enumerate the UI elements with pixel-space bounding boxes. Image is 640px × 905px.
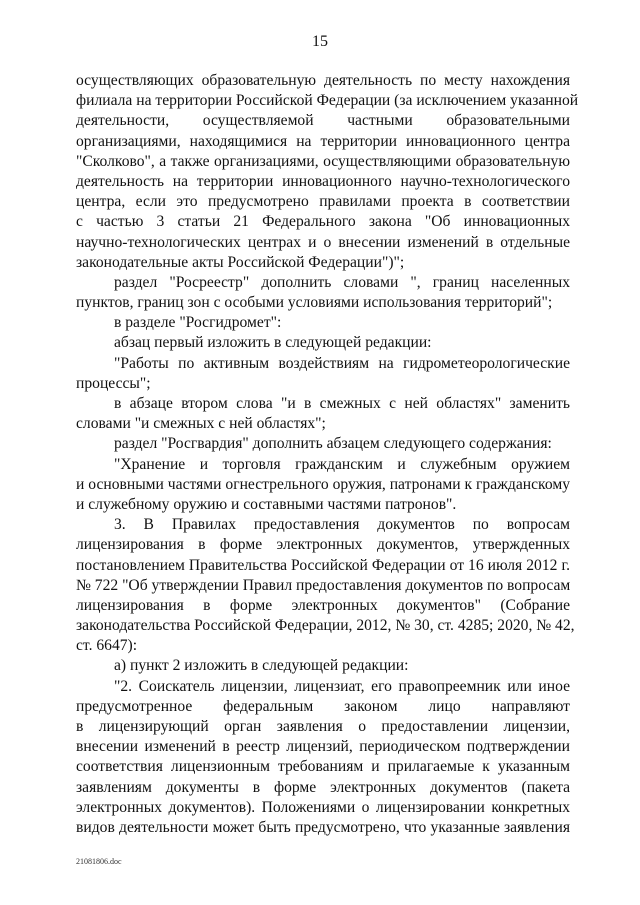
text-line: "Хранение и торговля гражданским и служебным оружием: [114, 455, 570, 473]
text-line: видов деятельности может быть предусмотрено, что указанные заявления: [76, 818, 570, 836]
footer-filename: 21081806.doc: [76, 857, 122, 866]
body-text: [76, 71, 579, 838]
text-line: организациями, находящимися на территории инновационного центра: [76, 132, 570, 150]
text-line: соответствия лицензионным требованиям и прилагаемые к указанным: [76, 758, 570, 776]
page-number: 15: [312, 33, 328, 50]
text-line: внесении изменений в реестр лицензий, периодическом подтверждении: [76, 738, 570, 756]
text-line: законодательства Российской Федерации, 2012, № 30, ст. 4285; 2020, № 42,: [76, 617, 575, 635]
text-line: а) пункт 2 изложить в следующей редакции:: [114, 657, 409, 675]
text-line: центра, если это предусмотрено правилами проекта в соответствии: [76, 193, 570, 211]
text-line: 3. В Правилах предоставления документов по вопросам: [114, 516, 570, 534]
text-line: в разделе "Росгидромет":: [114, 314, 282, 332]
text-line: лицензирования в форме электронных документов, утвержденных: [76, 536, 570, 554]
text-line: "2. Соискатель лицензии, лицензиат, его правопреемник или иное: [114, 677, 570, 695]
text-line: филиала на территории Российской Федерации (за исключением указанной: [76, 92, 579, 110]
text-line: пунктов, границ зон с особыми условиями использования территорий";: [76, 294, 553, 312]
text-line: раздел "Росреестр" дополнить словами ", границ населенных: [114, 273, 570, 291]
text-line: раздел "Росгвардия" дополнить абзацем следующего содержания:: [114, 435, 552, 453]
text-line: словами "и смежных с ней областях";: [76, 415, 326, 433]
text-line: законодательные акты Российской Федерации")";: [76, 253, 405, 271]
text-line: осуществляющих образовательную деятельность по месту нахождения: [76, 72, 570, 89]
text-line: и основными частями огнестрельного оружия, патронами к гражданскому: [76, 475, 570, 493]
text-line: деятельности, осуществляемой частными образовательными: [76, 112, 570, 130]
text-line: научно-технологических центрах и о внесении изменений в отдельные: [76, 233, 570, 251]
text-line: деятельность на территории инновационного научно-технологического: [76, 172, 570, 190]
text-line: и служебному оружию и составными частями патронов".: [76, 495, 457, 513]
text-line: "Сколково", а также организациями, осуществляющими образовательную: [76, 152, 570, 170]
text-line: электронных документов). Положениями о лицензировании конкретных: [76, 798, 570, 816]
text-line: лицензирования в форме электронных документов" (Собрание: [76, 596, 570, 614]
text-line: ст. 6647):: [76, 637, 138, 655]
text-line: абзац первый изложить в следующей редакции:: [114, 334, 432, 352]
text-line: заявлениям документы в форме электронных документов (пакета: [76, 778, 570, 796]
text-line: с частью 3 статьи 21 Федерального закона "Об инновационных: [76, 213, 570, 231]
text-line: постановлением Правительства Российской Федерации от 16 июля 2012 г.: [76, 556, 570, 574]
text-line: предусмотренное федеральным законом лицо направляют: [76, 697, 570, 715]
text-line: "Работы по активным воздействиям на гидрометеорологические: [114, 354, 570, 372]
text-line: процессы";: [76, 374, 151, 392]
text-line: № 722 "Об утверждении Правил предоставления документов по вопросам: [76, 576, 571, 594]
text-line: в лицензирующий орган заявления о предоставлении лицензии,: [76, 718, 570, 735]
text-line: в абзаце втором слова "и в смежных с ней областях" заменить: [114, 395, 570, 412]
